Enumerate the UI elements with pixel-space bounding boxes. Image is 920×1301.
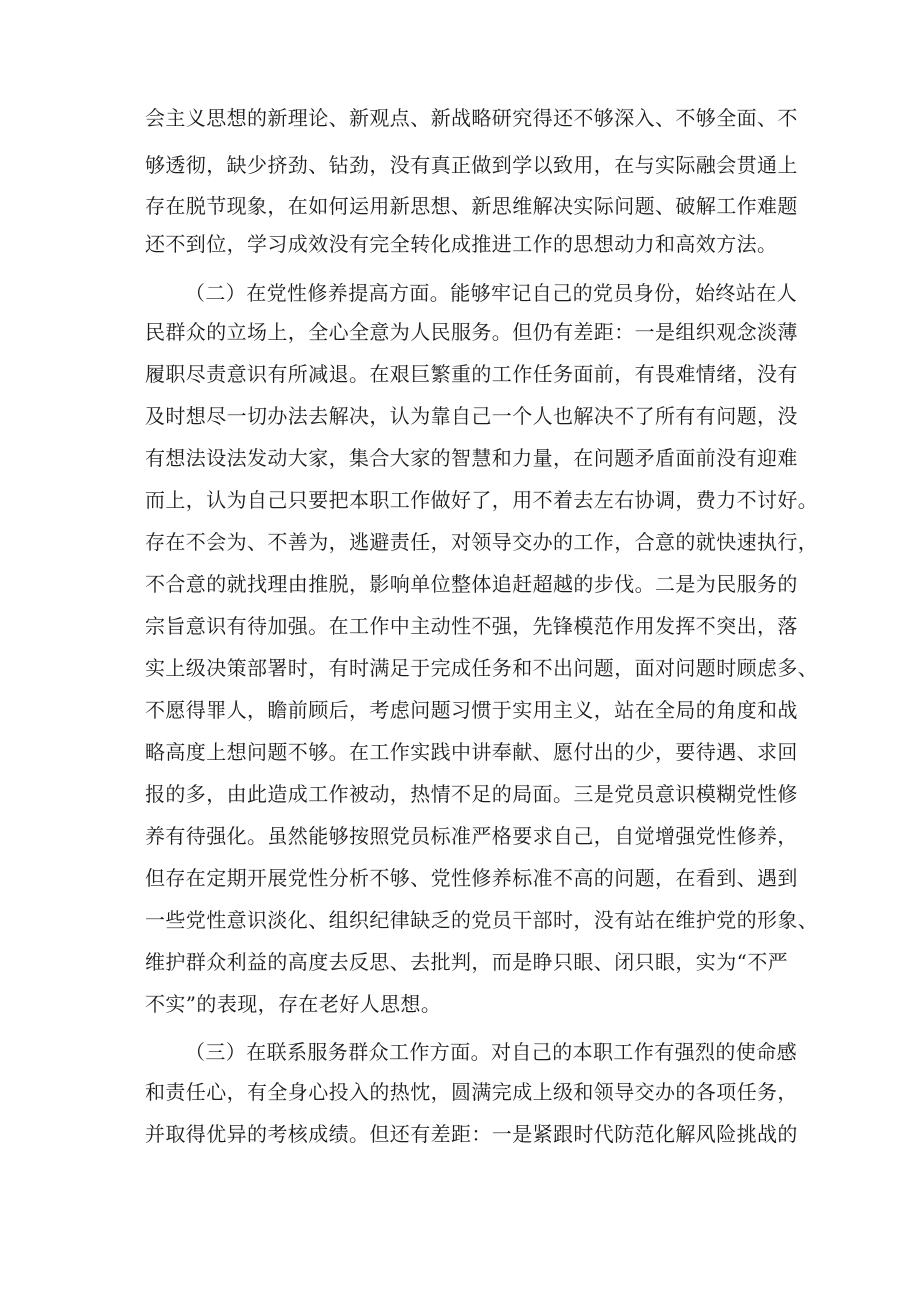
- text-line: 和责任心，有全身心投入的热忱，圆满完成上级和领导交办的各项任务，: [145, 1080, 798, 1104]
- text-line: 民群众的立场上，全心全意为人民服务。但仍有差距：一是组织观念淡薄: [145, 320, 798, 344]
- text-line: 不合意的就找理由推脱，影响单位整体追赶超越的步伐。二是为民服务的: [145, 572, 798, 596]
- text-line: 存在脱节现象，在如何运用新思想、新思维解决实际问题、破解工作难题: [145, 194, 798, 218]
- text-line: 及时想尽一切办法去解决，认为靠自己一个人也解决不了所有有问题，没: [145, 404, 798, 428]
- text-line: 履职尽责意识有所减退。在艰巨繁重的工作任务面前，有畏难情绪，没有: [145, 362, 798, 386]
- text-line: 还不到位，学习成效没有完全转化成推进工作的思想动力和高效方法。: [145, 232, 778, 256]
- text-line: 够透彻，缺少挤劲、钻劲，没有真正做到学以致用，在与实际融会贯通上: [145, 153, 798, 177]
- text-line: 不实”的表现，存在老好人思想。: [145, 992, 442, 1016]
- text-line: 略高度上想问题不够。在工作实践中讲奉献、愿付出的少，要待遇、求回: [145, 740, 798, 764]
- text-line: 但存在定期开展党性分析不够、党性修养标准不高的问题，在看到、遇到: [145, 866, 798, 890]
- text-line: 一些党性意识淡化、组织纪律缺乏的党员干部时，没有站在维护党的形象、: [145, 908, 819, 932]
- text-line: 维护群众利益的高度去反思、去批判，而是睁只眼、闭只眼，实为“不严: [145, 950, 789, 974]
- text-line: 养有待强化。虽然能够按照党员标准严格要求自己，自觉增强党性修养，: [145, 824, 798, 848]
- text-line: 报的多，由此造成工作被动，热情不足的局面。三是党员意识模糊党性修: [145, 782, 798, 806]
- text-line: 宗旨意识有待加强。在工作中主动性不强，先锋模范作用发挥不突出，落: [145, 614, 798, 638]
- text-line: 会主义思想的新理论、新观点、新战略研究得还不够深入、不够全面、不: [145, 106, 798, 130]
- paragraph-heading-3: （三）在联系服务群众工作方面。对自己的本职工作有强烈的使命感: [185, 1040, 797, 1064]
- text-line: 并取得优异的考核成绩。但还有差距：一是紧跟时代防范化解风险挑战的: [145, 1122, 798, 1146]
- text-line: 有想法设法发动大家，集合大家的智慧和力量，在问题矛盾面前没有迎难: [145, 446, 798, 470]
- text-line: 而上，认为自己只要把本职工作做好了，用不着去左右协调，费力不讨好。: [145, 488, 819, 512]
- text-line: 实上级决策部署时，有时满足于完成任务和不出问题，面对问题时顾虑多、: [145, 656, 819, 680]
- paragraph-heading-2: （二）在党性修养提高方面。能够牢记自己的党员身份，始终站在人: [185, 281, 797, 305]
- text-line: 存在不会为、不善为，逃避责任，对领导交办的工作，合意的就快速执行，: [145, 530, 819, 554]
- text-line: 不愿得罪人，瞻前顾后，考虑问题习惯于实用主义，站在全局的角度和战: [145, 698, 798, 722]
